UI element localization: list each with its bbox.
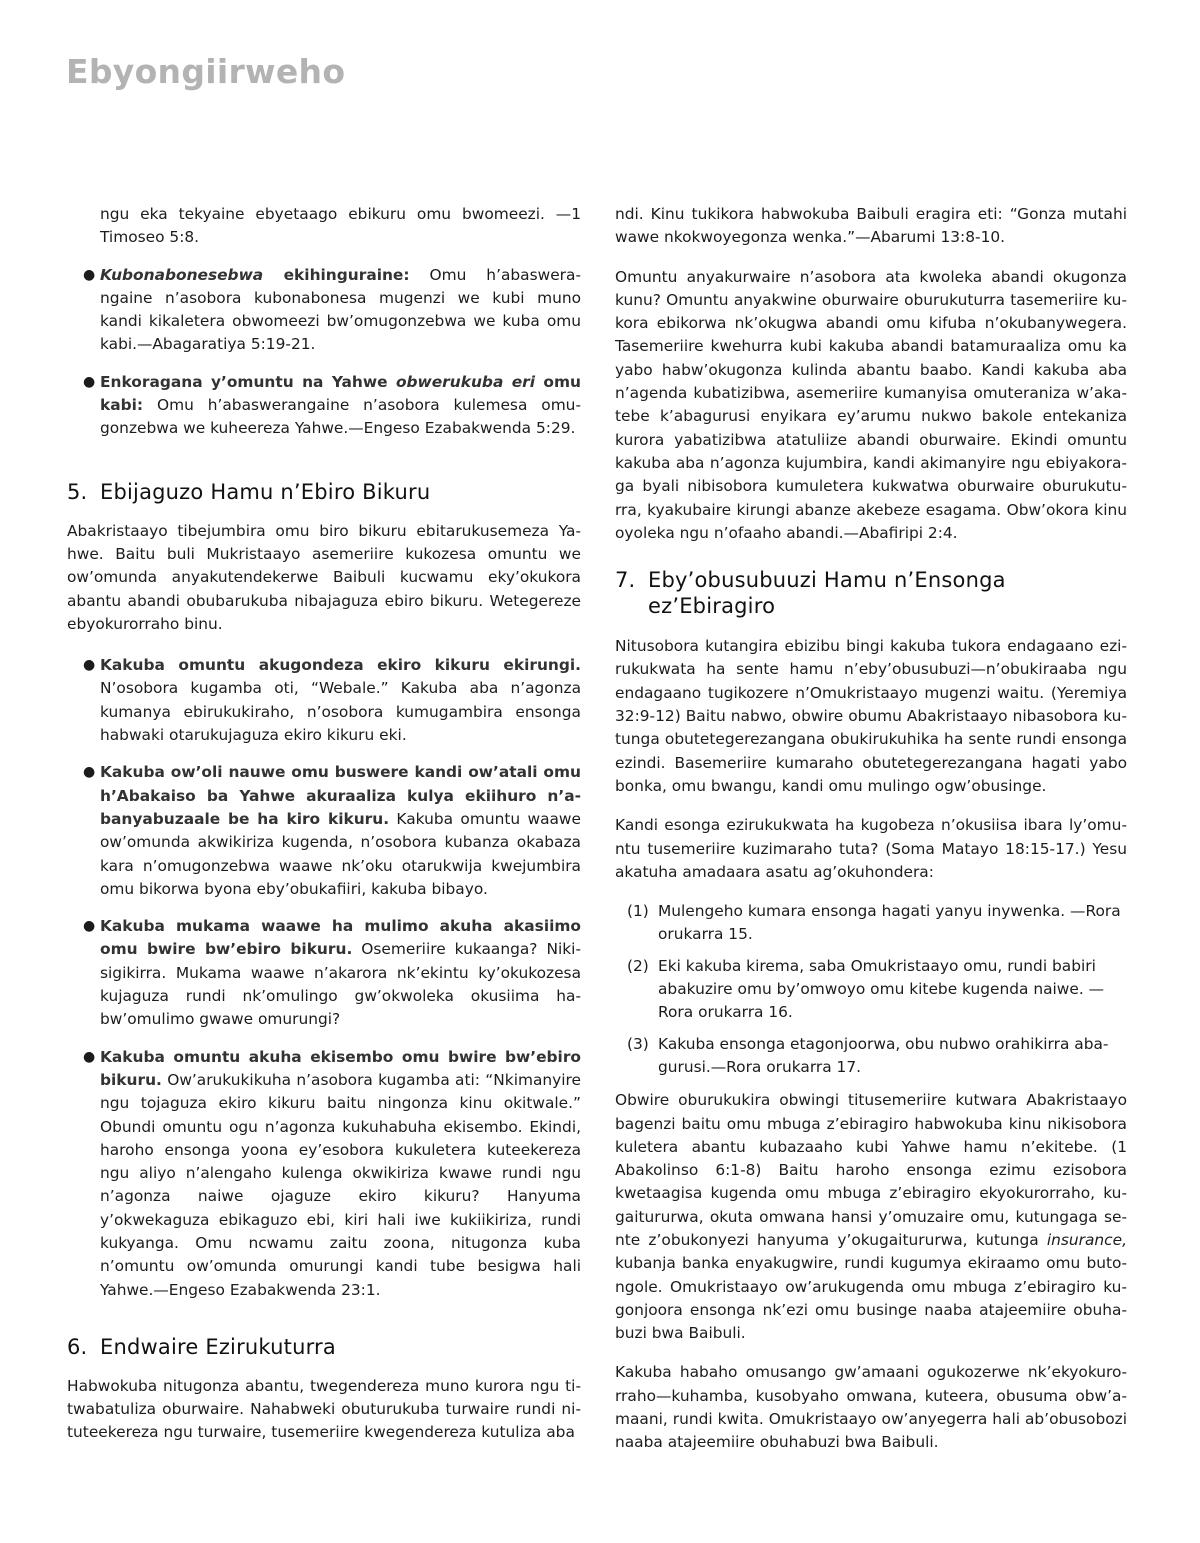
- paragraph-text: kubanja banka enyakugwire, rundi kugumya ekiraamo omu butongole. Omukristaayo ow’arukugenda omu mbuga z’ebiragiro kugonjoora ensonga nk’ezi omu businge naaba atajeemiire obuhabuzi bwa Baibuli.: [615, 1254, 1127, 1343]
- right-column: [615, 203, 1127, 1455]
- bullet-item: [67, 1046, 581, 1302]
- section-5-heading: [67, 479, 581, 505]
- step-item: [615, 900, 1127, 947]
- section-7-paragraph: Kandi esonga ezirukukwata ha kugobeza n’okusiisa ibara ly’omuntu tusemeriire kuzimaraho tuta? (Soma Matayo 18:15-17.) Yesu akatuha amadaara asatu ag’okuhondera:: [615, 816, 1127, 881]
- section-7-heading: [615, 567, 1127, 619]
- step-item: [615, 955, 1127, 1025]
- bullet-item: [67, 761, 581, 901]
- section-7-paragraph: Kakuba habaho omusango gw’amaani ogukozerwe nk’ekyokurorraho—kuhamba, kusobyaho omwana, kuteera, obusuma obw’amaani, rundi kwita. Omukristaayo ow’anyegerra hali ab’obusobozi naaba atajeemiire obuhabuzi bwa Baibuli.: [615, 1363, 1127, 1452]
- step-number: (3): [627, 1034, 649, 1053]
- bullet-lead-italic: obwerukuba eri: [395, 372, 536, 391]
- step-number: (1): [627, 902, 649, 921]
- bullet-icon: ●: [83, 1048, 96, 1065]
- paragraph-text: Obwire oburukukira obwingi titusemeriire kutwara Abakristaayo bagenzi baitu omu mbuga z’ebiragiro habwokuba kinu nikisobora kuletera abantu kubazaaho kubi Yahwe hamu n’ekitebe. (1 Abakolinso 6:1-8) Baitu haroho ensonga ezimu ezisobora kwetaagisa kugenda omu mbuga z’ebiragiro ekyokurorraho, kugaitururwa, okuta omwana hansi y’omuzaire omu, kutungaga sente z’obukonyezi hanyuma y’okugaitururwa, kutunga: [615, 1091, 1127, 1249]
- left-column: [67, 203, 581, 1445]
- bullet-icon: ●: [83, 657, 96, 674]
- bullet-lead: Kakuba omuntu akugondeza ekiro kikuru ekirungi.: [100, 656, 581, 675]
- section-6-heading: [67, 1334, 581, 1360]
- bullet-lead-italic: Kubonabonesebwa: [100, 265, 264, 284]
- section-number: 5.: [67, 479, 88, 504]
- section-7-paragraph: Nitusobora kutangira ebizibu bingi kakuba tukora endagaano ezirukukwata ha sente hamu n’eby’obusubuzi—n’obukiraaba ngu endagaano tugikozere n’Omukristaayo mugenzi waitu. (Yeremiya 32:9-12) Baitu nabwo, obwire obumu Abakristaayo nibasobora kutunga obutetegerezangana obukirukuhika ha sente rundi ensonga ezindi. Basemeriire kumaraho obutetegerezangana hagati yabo bonka, omu bwangu, kandi omu mulingo ogw’obusinge.: [615, 637, 1127, 795]
- bullet-lead-end: omu kabi:: [100, 372, 581, 415]
- bullet-item: [67, 915, 581, 1031]
- step-text: Eki kakuba kirema, saba Omukristaayo omu, rundi babiri abakuzire omu by’omwoyo omu kitebe kugenda naiwe. —Rora orukarra 16.: [658, 956, 1105, 1022]
- bullet-item: [67, 264, 581, 357]
- bullet-icon: ●: [83, 266, 96, 283]
- section-6-paragraph: Omuntu anyakurwaire n’asobora ata kwoleka abandi okugonza kunu? Omuntu anyakwine oburwaire oburukuturra tasemeriire kukora ebikorwa nk’okugwa abandi omu kifuba n’okubanywegera. Tasemeriire kwehurra kubi kakuba abandi batamuraaliza omu ka yabo habw’okugonza kulinda abantu baabo. Kandi kakuba aba n’agenda kubatizibwa, asemeriire kumanyisa omuteraniza w’akatebe k’abagurusi enyikara ey’arumu nukwo bakole entekaniza kurora yabatizibwa atatuliize abandi oburwaire. Ekindi omuntu kakuba aba n’agonza kujumbira, kandi akimanyire ngu ebiyakoraga byali nibisobora kumuletera kukwatwa oburwaire oburukuturra, kyakubaire kirungi abanze akebeze esagama. Obw’okora kinu oyoleka ngu n’ofaaho abandi.—Abafiripi 2:4.: [615, 267, 1127, 542]
- bullet-lead: ekihinguraine:: [263, 265, 410, 284]
- section-title-line-1: Eby’obusubuuzi Hamu n’Ensonga: [648, 568, 1006, 593]
- section-7-paragraph: [615, 1089, 1127, 1345]
- bullet-icon: ●: [83, 918, 96, 935]
- bullet-lead: Kakuba mukama waawe ha mulimo akuha akasiimo omu bwire bw’ebiro bikuru.: [100, 917, 581, 959]
- bullet-body: Osemeriire kukaanga? Nikisigikirra. Mukama waawe n’akarora nk’ekintu ky’okukozesa kujaguza rundi nk’omulingo gw’okwoleka okusiima habw’omulimo gwawe omurungi?: [100, 940, 581, 1029]
- section-title: Ebijaguzo Hamu n’Ebiro Bikuru: [100, 479, 431, 504]
- numbered-steps: [615, 900, 1127, 1079]
- italic-term: insurance,: [1046, 1230, 1127, 1249]
- running-head: Ebyongiirweho: [66, 52, 346, 91]
- section-title: Endwaire Ezirukuturra: [100, 1334, 336, 1359]
- bullet-body: Omu h’abaswerangaine n’asobora kulemesa omugonzebwa we kuheereza Yahwe.—Engeso Ezabakwenda 5:29.: [100, 396, 581, 438]
- section-6-intro: Habwokuba nitugonza abantu, twegendereza muno kurora ngu titwabatuliza oburwaire. Nahabweki obuturukuba turwaire rundi nituteekereza ngu turwaire, tusemeriire kwegendereza kutuliza aba: [67, 1376, 581, 1442]
- step-text: Kakuba ensonga etagonjoorwa, obu nubwo orahikirra abagurusi.—Rora orukarra 17.: [658, 1034, 1109, 1076]
- section-title-line-2: ez’Ebiragiro: [648, 594, 776, 619]
- bullet-body: Omu h’abaswerangaine n’asobora kubonabonesa mugenzi we kubi muno kandi kikaletera obwomeezi bw’omugonzebwa we kuba omu kabi.—Abagaratiya 5:19-21.: [100, 265, 581, 354]
- bullet-item: [67, 654, 581, 747]
- bullet-icon: ●: [83, 764, 96, 781]
- section-title: [648, 567, 1006, 619]
- section-5-intro: Abakristaayo tibejumbira omu biro bikuru ebitarukusemeza Yahwe. Baitu buli Mukristaayo asemeriire kukozesa omuntu we ow’omunda anyakutendekerwe Baibuli kucwamu eky’okukora abantu abandi obubarukuba nibajaguza ebiro bikuru. Wetegereze ebyokurorraho binu.: [67, 521, 581, 633]
- bullet-body: Kakuba omuntu waawe ow’omunda akwikiriza kugenda, n’osobora kubanza okabaza kara n’omugonzebwa waawe nk’oku otarukwija kwejumbira omu bikorwa byona eby’obukafiiri, kakuba bibayo.: [100, 809, 581, 898]
- bullet-body: N’osobora kugamba oti, “Webale.” Kakuba aba n’agonza kumanya ebirukukiraho, n’osobora kumugambira ensonga habwaki otarukujaguza ekiro kikuru eki.: [100, 679, 581, 745]
- bullet-lead: Kakuba omuntu akuha ekisembo omu bwire bw’ebiro bikuru.: [100, 1047, 581, 1089]
- section-6-continued: ndi. Kinu tukikora habwokuba Baibuli eragira eti: “Gonza mutahi wawe nkokwoyegonza wenka.”—Abarumi 13:8-10.: [615, 205, 1127, 247]
- section-number: 7.: [615, 568, 636, 593]
- bullet-lead: Kakuba ow’oli nauwe omu buswere kandi ow’atali omu h’Abakaiso ba Yahwe akuraaliza kulya ekiihuro n’abanyabuzaale be ha kiro kikuru.: [100, 763, 581, 828]
- step-text: Mulengeho kumara ensonga hagati yanyu inywenka. —Rora orukarra 15.: [658, 902, 1121, 944]
- bullet-body: Ow’arukukikuha n’asobora kugamba ati: “Nkimanyire ngu tojaguza ekiro kikuru baitu ningonza kinu okitwale.” Obundi omuntu ogu n’agonza kukuhabuha ekisembo. Ekindi, haroho ensonga yoona ey’esobora kukuletera kuteekereza ngu aliyo n’alengaho kulenga okwikiriza kwawe rundi ngu n’agonza naiwe ojaguze ekiro kikuru? Hanyuma y’okwekaguza ebikaguzo ebi, kiri hali iwe kukiikiriza, rundi kukyanga. Omu ncwamu zaitu zoona, nitugonza kuba n’omuntu ow’omunda omurungi kandi tube besigwa hali Yahwe.—Engeso Ezabakwenda 23:1.: [100, 1070, 581, 1299]
- bullet-icon: ●: [83, 373, 96, 390]
- continued-bullet-text: ngu eka tekyaine ebyetaago ebikuru omu bwomeezi. —1 Timoseo 5:8.: [100, 205, 581, 247]
- bullet-item: [67, 371, 581, 441]
- section-number: 6.: [67, 1334, 88, 1359]
- step-number: (2): [627, 956, 649, 975]
- bullet-lead: Enkoragana y’omuntu na Yahwe: [100, 372, 396, 391]
- step-item: [615, 1033, 1127, 1080]
